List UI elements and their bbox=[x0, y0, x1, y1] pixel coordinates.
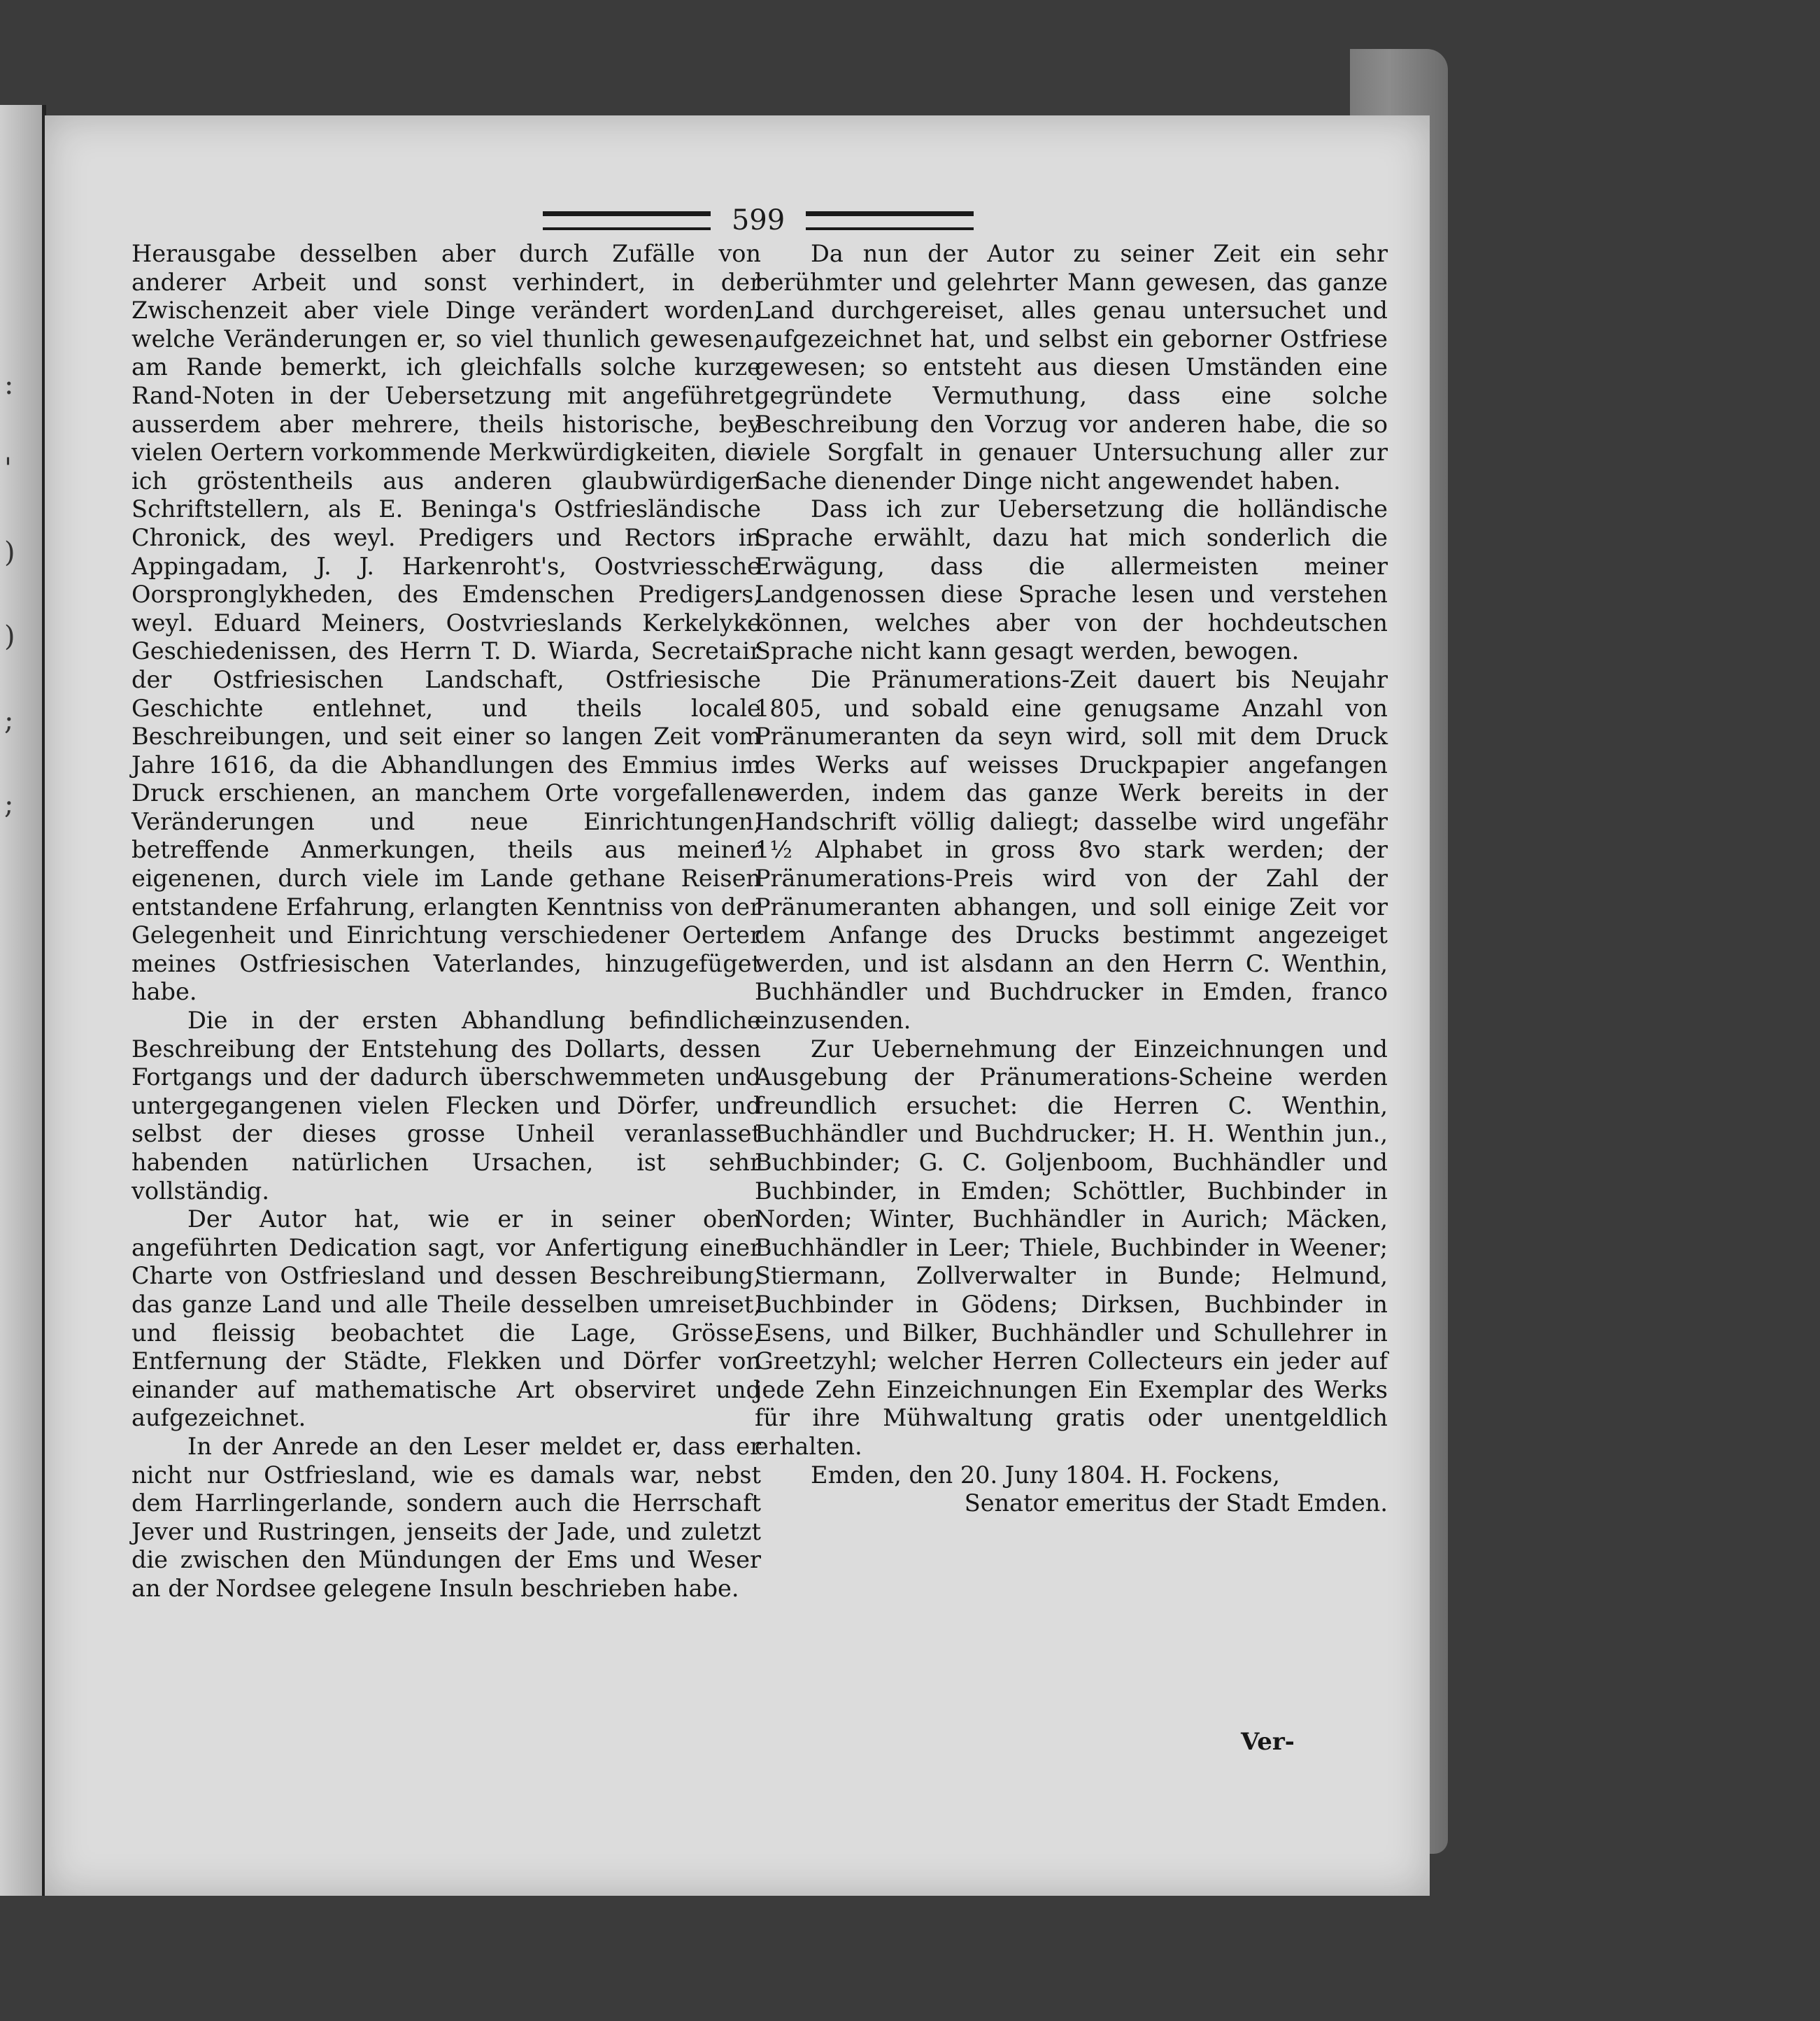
paragraph: Der Autor hat, wie er in seiner oben angeführten Dedication sagt, vor Anfertigung einer Charte von Ostfriesland und dessen Beschreibung, das ganze Land und alle Theile desselben umreiset, und fleissig beobachtet die Lage, Grösse, Entfernung der Städte, Flekken und Dörfer von einander auf mathematische Art observiret und aufgezeichnet. bbox=[131, 1205, 761, 1432]
header-rule-left bbox=[543, 211, 711, 230]
signature-place-date: Emden, den 20. Juny 1804. H. Fockens, bbox=[811, 1461, 1280, 1489]
paragraph: Die in der ersten Abhandlung befindliche Beschreibung der Entstehung des Dollarts, dessen Fortgangs und der dadurch überschwemmeten und untergegangenen vielen Flecken und Dörfer, und selbst der dieses grosse Unheil veranlasset habenden natürlichen Ursachen, ist sehr vollständig. bbox=[131, 1007, 761, 1205]
previous-page-fragments: : ' ) ) ; ; bbox=[4, 369, 15, 821]
right-column bbox=[755, 240, 1388, 1518]
paragraph: Die Pränumerations-Zeit dauert bis Neujahr 1805, und sobald eine genugsame Anzahl von Pränumeranten da seyn wird, soll mit dem Druck des Werks auf weisses Druckpapier angefangen werden, indem das ganze Werk bereits in der Handschrift völlig daliegt; dasselbe wird ungefähr 1½ Alphabet in gross 8vo stark werden; der Pränumerations-Preis wird von der Zahl der Pränumeranten abhangen, und soll einige Zeit vor dem Anfange des Drucks bestimmt angezeiget werden, und ist alsdann an den Herrn C. Wenthin, Buchhändler und Buchdrucker in Emden, franco einzusenden. bbox=[755, 665, 1388, 1035]
book-page bbox=[45, 115, 1430, 1896]
paragraph: In der Anrede an den Leser meldet er, dass er nicht nur Ostfriesland, wie es damals war, nebst dem Harrlingerlande, sondern auch die Herrschaft Jever und Rustringen, jenseits der Jade, und zuletzt die zwischen den Mündungen der Ems und Weser an der Nordsee gelegene Insuln beschrieben habe. bbox=[131, 1432, 761, 1602]
catchword: Ver- bbox=[1241, 1728, 1295, 1756]
page-number: 599 bbox=[731, 204, 785, 236]
header-rule-right bbox=[806, 211, 974, 230]
signature-title: Senator emeritus der Stadt Emden. bbox=[964, 1489, 1388, 1517]
paragraph: Da nun der Autor zu seiner Zeit ein sehr berühmter und gelehrter Mann gewesen, das ganze Land durchgereiset, alles genau untersuchet und aufgezeichnet hat, und selbst ein geborner Ostfriese gewesen; so entsteht aus diesen Umständen eine gegründete Vermuthung, dass eine solche Beschreibung den Vorzug vor anderen habe, die so viele Sorgfalt in genauer Untersuchung aller zur Sache dienender Dinge nicht angewendet haben. bbox=[755, 240, 1388, 495]
paragraph: Herausgabe desselben aber durch Zufälle von anderer Arbeit und sonst verhindert, in der Zwischenzeit aber viele Dinge verändert worden, welche Veränderungen er, so viel thunlich gewesen, am Rande bemerkt, ich gleichfalls solche kurze Rand-Noten in der Uebersetzung mit angeführet, ausserdem aber mehrere, theils historische, bey vielen Oertern vorkommende Merkwürdigkeiten, die ich gröstentheils aus anderen glaubwürdigen Schriftstellern, als E. Beninga's Ostfriesländische Chronick, des weyl. Predigers und Rectors in Appingadam, J. J. Harkenroht's, Oostvriessche Oorspronglykheden, des Emdenschen Predigers, weyl. Eduard Meiners, Oostvrieslands Kerkelyke Geschiedenissen, des Herrn T. D. Wiarda, Secretair der Ostfriesischen Landschaft, Ostfriesische Geschichte entlehnet, und theils locale Beschreibungen, und seit einer so langen Zeit vom Jahre 1616, da die Abhandlungen des Emmius im Druck erschienen, an manchem Orte vorgefallene Veränderungen und neue Einrichtungen, betreffende Anmerkungen, theils aus meiner eigenenen, durch viele im Lande gethane Reisen entstandene Erfahrung, erlangten Kenntniss von der Gelegenheit und Einrichtung verschiedener Oerter meines Ostfriesischen Vaterlandes, hinzugefüget habe. bbox=[131, 240, 761, 1006]
paragraph: Dass ich zur Uebersetzung die holländische Sprache erwählt, dazu hat mich sonderlich die Erwägung, dass die allermeisten meiner Landgenossen diese Sprache lesen und verstehen können, welches aber von der hochdeutschen Sprache nicht kann gesagt werden, bewogen. bbox=[755, 495, 1388, 665]
left-column bbox=[131, 240, 761, 1603]
paragraph: Zur Uebernehmung der Einzeichnungen und Ausgebung der Pränumerations-Scheine werden freundlich ersuchet: die Herren C. Wenthin, Buchhändler und Buchdrucker; H. H. Wenthin jun., Buchbinder; G. C. Goljenboom, Buchhändler und Buchbinder, in Emden; Schöttler, Buchbinder in Norden; Winter, Buchhändler in Aurich; Mäcken, Buchhändler in Leer; Thiele, Buchbinder in Weener; Stiermann, Zollverwalter in Bunde; Helmund, Buchbinder in Gödens; Dirksen, Buchbinder in Esens, und Bilker, Buchhändler und Schullehrer in Greetzyhl; welcher Herren Collecteurs ein jeder auf jede Zehn Einzeichnungen Ein Exemplar des Werks für ihre Mühwaltung gratis oder unentgeldlich erhalten. bbox=[755, 1035, 1388, 1460]
previous-page-edge bbox=[0, 105, 46, 1896]
